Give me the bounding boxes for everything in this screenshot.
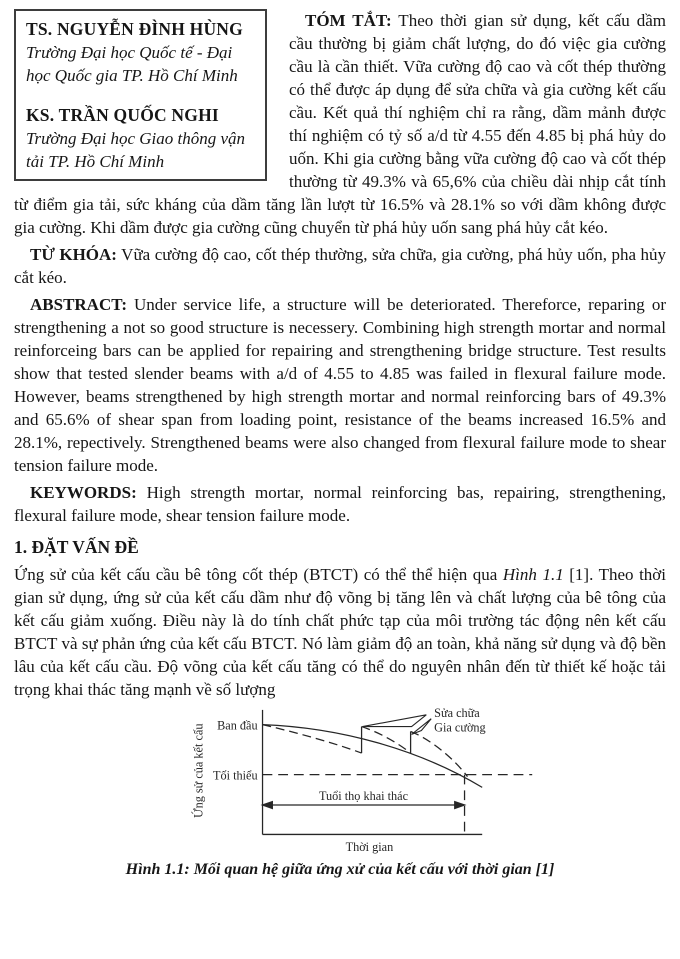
abstract-vi-text: Theo thời gian sử dụng, kết cấu dầm cầu thường bị giảm chất lượng, do đó việc gia cường cầu là cần thiết. Vữa cường độ cao và cốt thép thường có thể được áp dụng để sửa chữa và gia cường kết cấu cầu. Kết quả thí nghiệm chỉ ra rằng, dầm mảnh được thí nghiệm có tỷ số a/d từ 4.55 đến 4.85 bị phá hủy do uốn. Khi gia cường bằng vữa cường độ cao và cốt thép thường từ 49.3% và 65,6% của chiều dài nhịp cắt tính từ điểm gia tải, sức kháng của dầm tăng lần lượt từ 16.5% và 28.1% so với dầm không được gia cường. Khi dầm được gia cường cũng chuyển từ phá hủy uốn sang phá hủy cắt kéo. <box>14 11 666 237</box>
abstract-en-text: Under service life, a structure will be deteriorated. Thereforce, reparing or strengthening a not so good structure is necessery. Combining high strength mortar and normal reinforceing bars can be applied for repairing and strengthening bridge structure. Test results show that tested slender beams with a/d of 4.55 to 4.85 was failed in flexural failure mode. However, beams strengthened by high strength mortar and normal reinforcing bars of 49.3% and 65.6% of shear span from loading point, resistance of the beams increased 16.5% and 28.1%, repectively. Strengthened beams were also changed from flexural failure mode to shear tension failure mode. <box>14 295 666 475</box>
dimension-arrow-left-icon <box>263 802 273 809</box>
author2-affiliation: Trường Đại học Giao thông vận tải TP. Hồ Chí Minh <box>26 129 246 171</box>
leader-arrow-strengthen-icon <box>412 719 432 735</box>
intro-text-after-ref: [1]. Theo thời gian sử dụng, ứng sử của kết cấu dầm như độ võng bị tăng lên và chất lượng của bê tông của kết cấu giảm xuống. Điều này là do tính chất phức tạp của môi trường tác động nên kết cấu BTCT và sự phản ứng của kết cấu BTCT. Nó làm giảm độ an toàn, khả năng sử dụng và độ bền lâu của kết cấu cầu. Độ võng của kết cấu tăng có thể do nguyên nhân đến từ thiết kế hoặc tải trọng khai thác tăng mạnh về số lượng <box>14 565 667 699</box>
author2-name: KS. TRẦN QUỐC NGHI <box>26 105 219 125</box>
figure-reference: Hình 1.1 <box>502 565 564 584</box>
figure-initial-label: Ban đầu <box>217 718 258 733</box>
figure-strengthen-label: Gia cường <box>434 720 486 735</box>
figure-minimum-label: Tối thiểu <box>213 768 258 783</box>
keywords-en-paragraph <box>14 481 666 527</box>
author-box <box>14 9 267 181</box>
intro-text-before-ref: Ứng sử của kết cấu cầu bê tông cốt thép (BTCT) có thể thể hiện qua <box>14 565 503 584</box>
structure-behavior-time-diagram <box>125 705 555 857</box>
keywords-en-text: High strength mortar, normal reinforcing bas, repairing, strengthening, flexural failure mode, shear tension failure mode. <box>14 483 666 525</box>
figure-1-1 <box>14 705 666 881</box>
author1-name: TS. NGUYỄN ĐÌNH HÙNG <box>26 19 243 39</box>
dashed-curve-segment-3 <box>411 731 468 776</box>
leader-arrow-repair-icon <box>363 715 427 727</box>
author1-affiliation: Trường Đại học Quốc tế - Đại học Quốc gia TP. Hồ Chí Minh <box>26 43 238 85</box>
abstract-vi-label: TÓM TẮT: <box>305 11 392 30</box>
abstract-en-paragraph <box>14 293 666 477</box>
keywords-vi-text: Vữa cường độ cao, cốt thép thường, sửa chữa, gia cường, phá hủy uốn, pha hủy cắt kéo. <box>14 245 666 287</box>
figure-service-life-label: Tuổi thọ khai thác <box>319 789 409 804</box>
intro-paragraph <box>14 563 666 701</box>
figure-x-axis-label: Thời gian <box>345 840 394 855</box>
keywords-vi-label: TỪ KHÓA: <box>30 245 117 264</box>
keywords-en-label: KEYWORDS: <box>30 483 137 502</box>
figure-repair-label: Sửa chữa <box>434 705 480 720</box>
section-1-heading: 1. ĐẶT VẤN ĐỀ <box>14 537 139 557</box>
abstract-en-label: ABSTRACT: <box>30 295 127 314</box>
dimension-arrow-right-icon <box>455 802 465 809</box>
figure-caption: Hình 1.1: Mối quan hệ giữa ứng xử của kết cấu với thời gian [1] <box>125 861 555 878</box>
keywords-vi-paragraph <box>14 243 666 289</box>
figure-y-axis-label: Ứng sử của kết cấu <box>191 723 206 818</box>
